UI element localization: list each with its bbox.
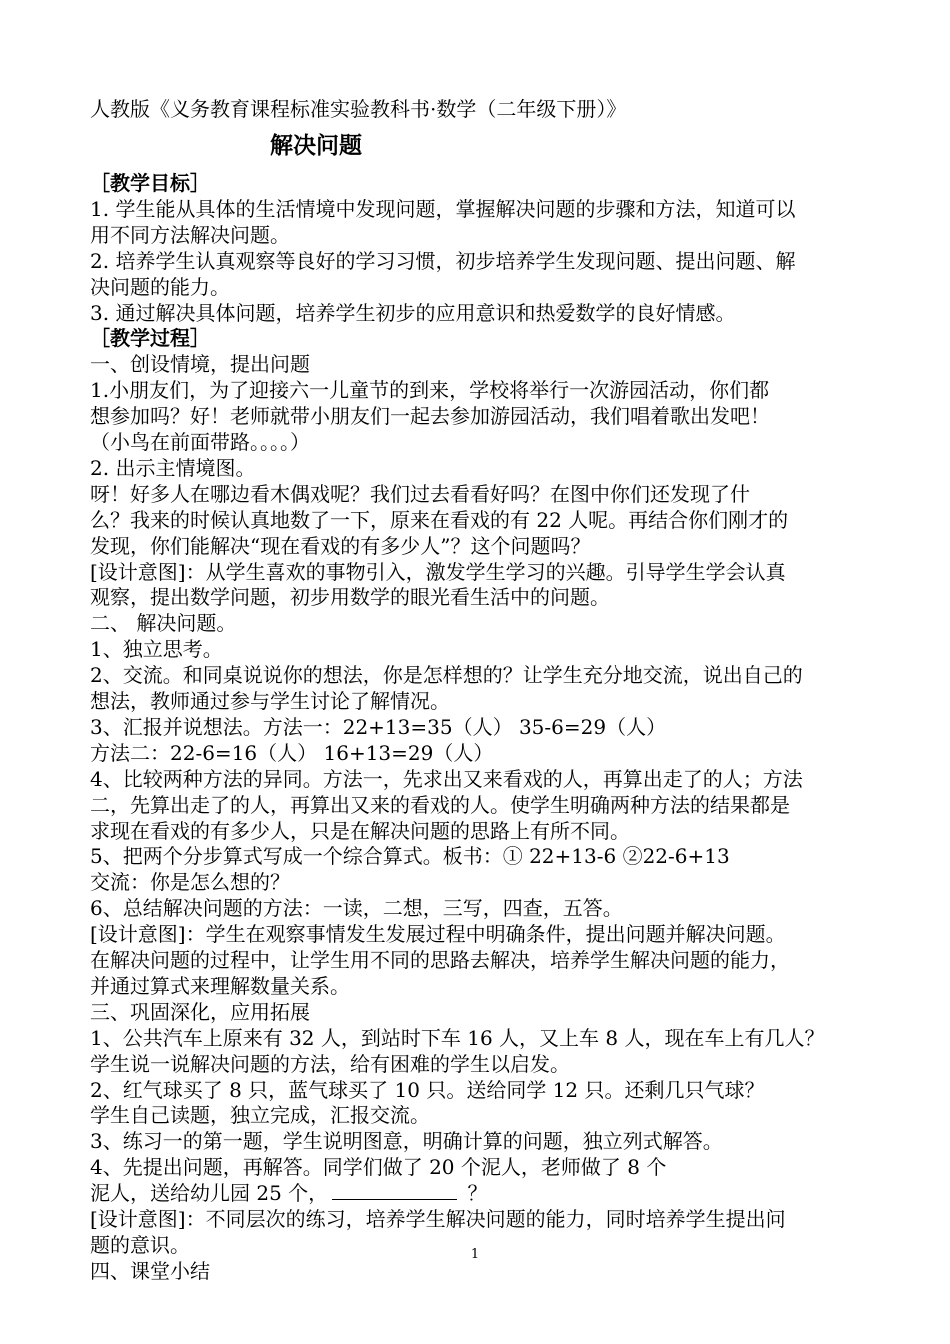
text-line: 2. 出示主情境图。 xyxy=(90,455,256,480)
fill-in-suffix: ？ xyxy=(461,1181,488,1206)
text-line: 在解决问题的过程中，让学生用不同的思路去解决，培养学生解决问题的能力， xyxy=(90,948,790,972)
text-line: 4、先提出问题，再解答。同学们做了 20 个泥人，老师做了 8 个 xyxy=(90,1155,667,1180)
text-line: 5、把两个分步算式写成一个综合算式。板书：① 22+13-6 ②22-6+13 xyxy=(90,844,730,869)
text-line: 观察，提出数学问题，初步用数学的眼光看生活中的问题。 xyxy=(90,585,610,610)
text-line: 二，先算出走了的人，再算出又来的看戏的人。使学生明确两种方法的结果都是 xyxy=(90,792,790,817)
text-line: 方法二：22-6=16（人） 16+13=29（人） xyxy=(90,740,494,765)
text-line: 用不同方法解决问题。 xyxy=(90,222,290,247)
text-line: 想参加吗？好！老师就带小朋友们一起去参加游园活动，我们唱着歌出发吧！ xyxy=(90,404,770,429)
text-line: 学生说一说解决问题的方法，给有困难的学生以启发。 xyxy=(90,1051,570,1076)
textbook-header: 人教版《义务教育课程标准实验教科书·数学（二年级下册）》 xyxy=(90,97,627,121)
text-line: [设计意图]：不同层次的练习，培养学生解决问题的能力，同时培养学生提出问 xyxy=(90,1207,786,1231)
text-line: 三、巩固深化，应用拓展 xyxy=(90,999,310,1024)
text-line: 1. 学生能从具体的生活情境中发现问题，掌握解决问题的步骤和方法，知道可以 xyxy=(90,196,796,221)
text-line: 二、 解决问题。 xyxy=(90,611,237,636)
section-heading: ［教学过程］ xyxy=(90,326,210,351)
text-line: 想法，教师通过参与学生讨论了解情况。 xyxy=(90,689,450,713)
text-line: 交流：你是怎么想的？ xyxy=(90,870,290,895)
text-line: 1、独立思考。 xyxy=(90,637,223,662)
text-line: 2、交流。和同桌说说你的想法，你是怎样想的？让学生充分地交流，说出自己的 xyxy=(90,663,803,688)
text-line: 4、比较两种方法的异同。方法一，先求出又来看戏的人，再算出走了的人；方法 xyxy=(90,766,803,791)
text-line: 呀！好多人在哪边看木偶戏呢？我们过去看看好吗？在图中你们还发现了什 xyxy=(90,481,750,506)
answer-blank[interactable] xyxy=(332,1181,457,1200)
text-line: 2. 培养学生认真观察等良好的学习习惯，初步培养学生发现问题、提出问题、解 xyxy=(90,248,796,273)
section-heading: ［教学目标］ xyxy=(90,171,210,195)
page-title: 解决问题 xyxy=(270,133,362,159)
text-line: 求现在看戏的有多少人，只是在解决问题的思路上有所不同。 xyxy=(90,818,630,843)
text-line: 么？我来的时候认真地数了一下，原来在看戏的有 22 人呢。再结合你们刚才的 xyxy=(90,507,789,532)
text-line: 2、红气球买了 8 只，蓝气球买了 10 只。送给同学 12 只。还剩几只气球？ xyxy=(90,1077,765,1102)
text-line: 1、公共汽车上原来有 32 人，到站时下车 16 人，又上车 8 人，现在车上有几人？ xyxy=(90,1025,825,1050)
text-line: 6、总结解决问题的方法：一读，二想，三写，四查，五答。 xyxy=(90,896,623,921)
text-line: [设计意图]：学生在观察事情发生发展过程中明确条件，提出问题并解决问题。 xyxy=(90,922,786,947)
page-number: 1 xyxy=(470,1247,480,1262)
text-line: [设计意图]：从学生喜欢的事物引入，激发学生学习的兴趣。引导学生学会认真 xyxy=(90,559,786,584)
text-line: 决问题的能力。 xyxy=(90,274,230,299)
text-line: 1.小朋友们，为了迎接六一儿童节的到来，学校将举行一次游园活动，你们都 xyxy=(90,378,770,403)
text-line: 3、练习一的第一题，学生说明图意，明确计算的问题，独立列式解答。 xyxy=(90,1129,723,1154)
text-line: 四、课堂小结 xyxy=(90,1258,210,1283)
text-line: （小鸟在前面带路。。。。） xyxy=(90,430,310,454)
fill-in-line xyxy=(90,1181,870,1206)
text-line: 题的意识。 xyxy=(90,1232,190,1257)
text-line: 3、汇报并说想法。方法一：22+13=35（人） 35-6=29（人） xyxy=(90,714,667,739)
text-line: 一、创设情境，提出问题 xyxy=(90,352,310,377)
fill-in-prefix: 泥人，送给幼儿园 25 个， xyxy=(90,1181,329,1206)
text-line: 学生自己读题，独立完成，汇报交流。 xyxy=(90,1103,430,1128)
text-line: 3. 通过解决具体问题，培养学生初步的应用意识和热爱数学的良好情感。 xyxy=(90,300,736,325)
text-line: 发现，你们能解决“现在看戏的有多少人”？这个问题吗？ xyxy=(90,533,591,558)
text-line: 并通过算式来理解数量关系。 xyxy=(90,973,350,998)
